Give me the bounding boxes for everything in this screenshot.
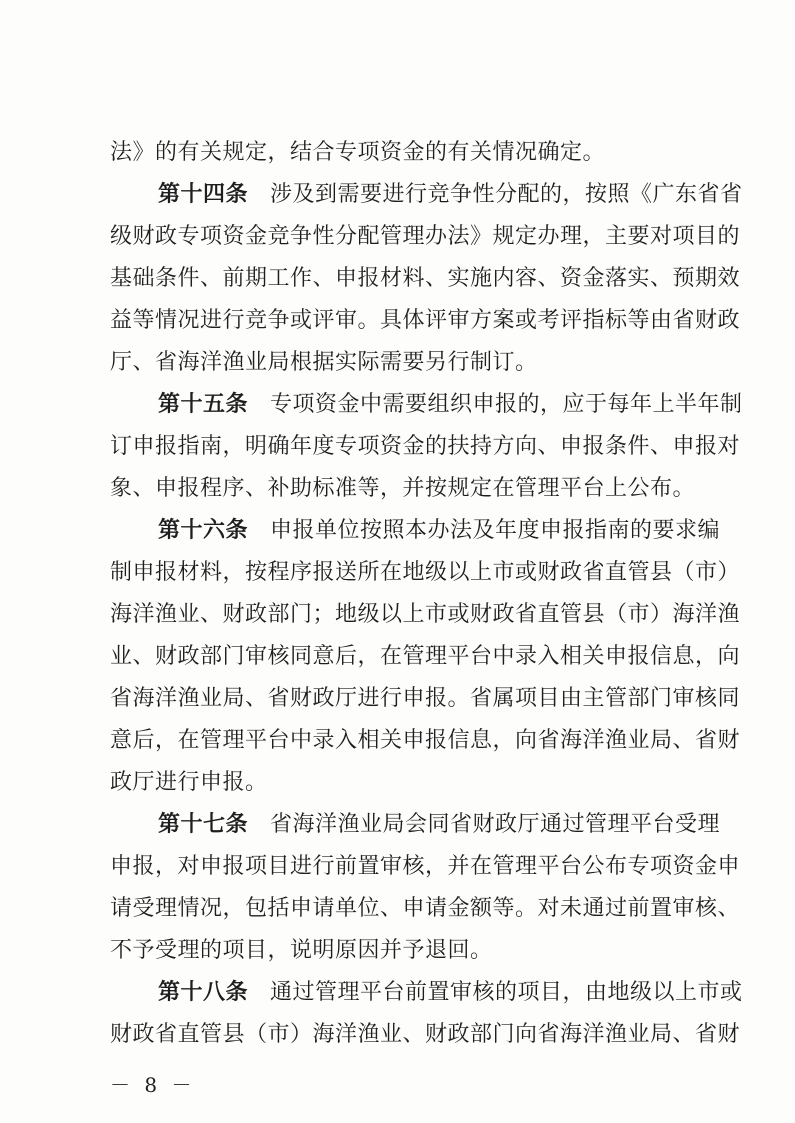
text-line: 订申报指南，明确年度专项资金的扶持方向、申报条件、申报对 xyxy=(110,434,741,459)
article-16-line: 第十六条 申报单位按照本办法及年度申报指南的要求编 xyxy=(158,518,721,543)
article-label: 第十四条 xyxy=(158,182,249,207)
text-line: 级财政专项资金竞争性分配管理办法》规定办理，主要对项目的 xyxy=(110,224,741,249)
text-line: 意后，在管理平台中录入相关申报信息，向省海洋渔业局、省财 xyxy=(110,728,741,753)
text-line: 申报，对申报项目进行前置审核，并在管理平台公布专项资金申 xyxy=(110,854,741,879)
article-15-line: 第十五条 专项资金中需要组织申报的，应于每年上半年制 xyxy=(158,392,743,417)
article-label: 第十五条 xyxy=(158,392,249,417)
text-line: 财政省直管县（市）海洋渔业、财政部门向省海洋渔业局、省财 xyxy=(110,1022,741,1047)
article-14-line: 第十四条 涉及到需要进行竞争性分配的，按照《广东省省 xyxy=(158,182,743,207)
text-line: 益等情况进行竞争或评审。具体评审方案或考评指标等由省财政 xyxy=(110,308,741,333)
text-line: 象、申报程序、补助标准等，并按规定在管理平台上公布。 xyxy=(110,476,696,501)
text-line: 法》的有关规定，结合专项资金的有关情况确定。 xyxy=(110,140,606,165)
article-label: 第十八条 xyxy=(158,980,249,1005)
text-line: 制申报材料，按程序报送所在地级以上市或财政省直管县（市） xyxy=(110,560,741,585)
page-number: － 8 － xyxy=(110,1073,196,1097)
text-line: 不予受理的项目，说明原因并予退回。 xyxy=(110,938,493,963)
text-line: 厅、省海洋渔业局根据实际需要另行制订。 xyxy=(110,350,538,375)
text-line: 政厅进行申报。 xyxy=(110,770,268,795)
text-line: 省海洋渔业局、省财政厅进行申报。省属项目由主管部门审核同 xyxy=(110,686,741,711)
text-line: 请受理情况，包括申请单位、申请金额等。对未通过前置审核、 xyxy=(110,896,741,921)
article-label: 第十七条 xyxy=(158,812,249,837)
article-18-line: 第十八条 通过管理平台前置审核的项目，由地级以上市或 xyxy=(158,980,743,1005)
text-line: 海洋渔业、财政部门；地级以上市或财政省直管县（市）海洋渔 xyxy=(110,602,741,627)
article-17-line: 第十七条 省海洋渔业局会同省财政厅通过管理平台受理 xyxy=(158,812,721,837)
text-line: 业、财政部门审核同意后，在管理平台中录入相关申报信息，向 xyxy=(110,644,741,669)
article-label: 第十六条 xyxy=(158,518,249,543)
text-line: 基础条件、前期工作、申报材料、实施内容、资金落实、预期效 xyxy=(110,266,741,291)
